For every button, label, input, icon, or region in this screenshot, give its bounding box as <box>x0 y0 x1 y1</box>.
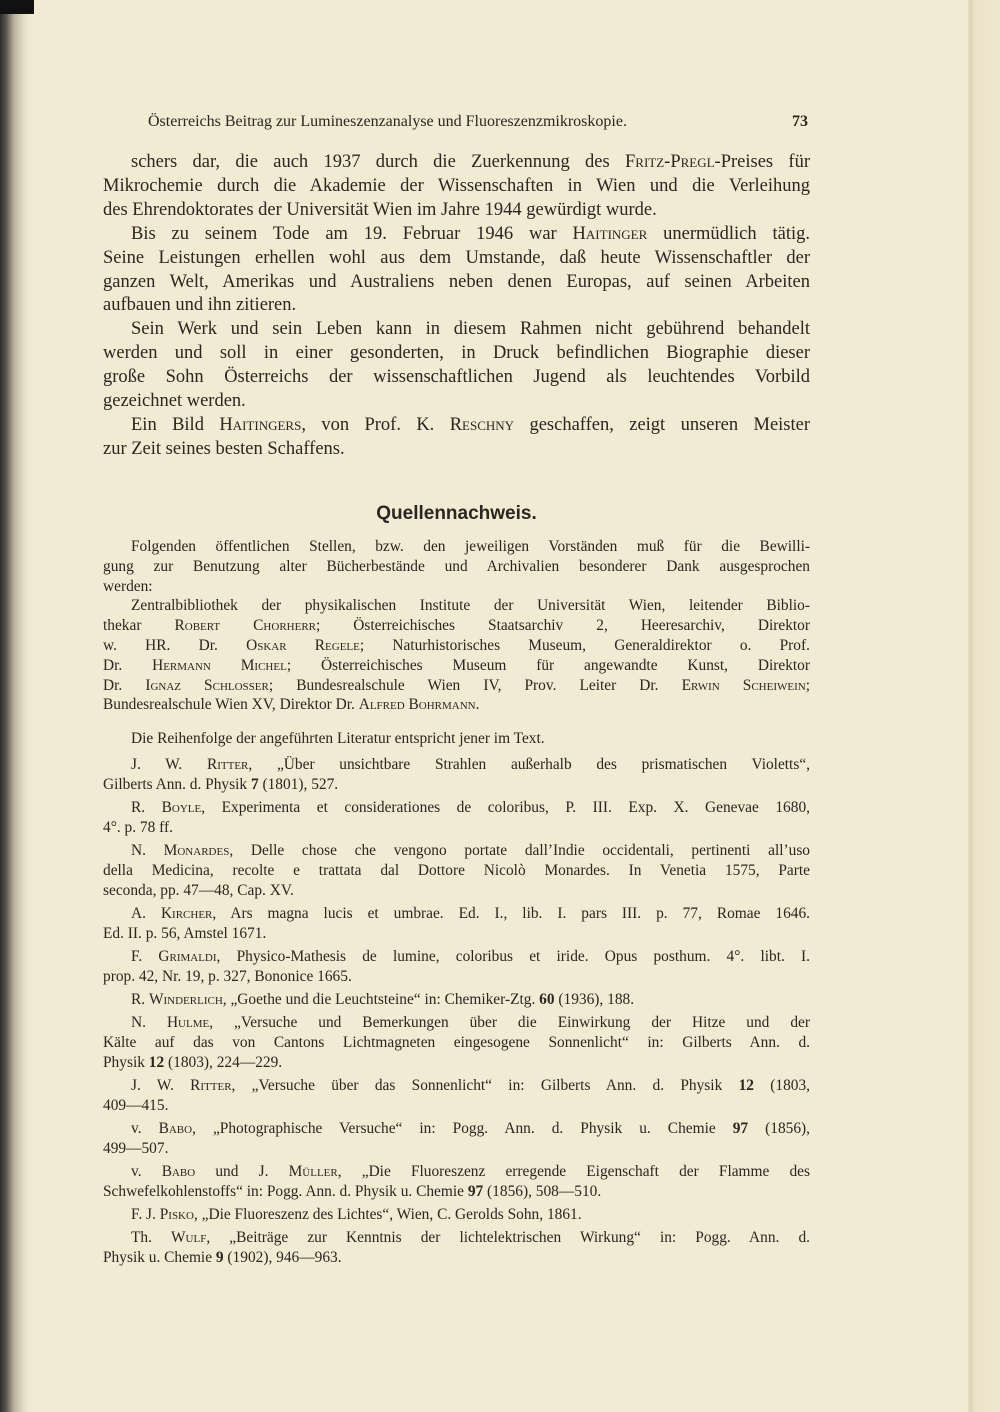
paragraph <box>103 223 810 319</box>
text-line <box>103 318 810 342</box>
text-line <box>103 775 810 795</box>
volume-number: 9 <box>215 1249 224 1266</box>
text-line <box>103 294 810 318</box>
author-name: Oskar Regele <box>246 636 360 654</box>
author-name: Erwin Scheiwein <box>681 676 806 694</box>
text-run: 409—415. <box>103 1097 169 1114</box>
reference-entry <box>103 990 810 1010</box>
text-run: , Physico-Mathesis de lumine, coloribus et iride. Opus posthum. 4°. libt. I. <box>216 948 810 965</box>
text-line <box>103 1139 810 1159</box>
text-run: F. J. <box>131 1206 160 1223</box>
text-run: , von Prof. K. <box>301 414 450 435</box>
author-name: Alfred Bohrmann <box>358 696 476 714</box>
page-number: 73 <box>792 113 808 130</box>
text-line <box>103 366 810 390</box>
text-run: (1801), 527. <box>258 776 339 793</box>
text-run: Sein Werk und sein Leben kann in diesem Rahmen nicht gebührend behandelt <box>131 319 810 340</box>
text-line <box>103 861 810 881</box>
text-run: A. <box>131 905 161 922</box>
author-name: Robert Chorherr <box>174 617 316 635</box>
text-line <box>103 175 810 199</box>
paragraph <box>103 318 810 414</box>
author-name: Monardes <box>163 842 230 859</box>
text-line <box>103 967 810 987</box>
text-run: ; <box>805 676 810 694</box>
text-run: N. <box>131 1014 167 1031</box>
text-line <box>103 616 810 636</box>
reference-entry <box>103 841 810 901</box>
text-run: zur Zeit seines besten Schaffens. <box>103 438 345 459</box>
author-name: Hulme <box>166 1014 210 1031</box>
text-run: , Experimenta et considerationes de coloribus, P. III. Exp. X. Genevae 1680, <box>201 799 810 816</box>
text-run: geschaffen, zeigt unseren Meister <box>514 414 811 435</box>
text-run: prop. 42, Nr. 19, p. 327, Bononice 1665. <box>103 968 352 985</box>
volume-number: 97 <box>732 1120 749 1137</box>
author-name: Haitinger <box>572 223 648 244</box>
author-name: Fritz-Pregl <box>624 152 715 172</box>
text-run: aufbauen und ihn zitieren. <box>103 295 297 316</box>
text-run: ; Österreichisches Museum für angewandte Kunst, Direktor <box>286 656 810 674</box>
text-line <box>103 676 810 696</box>
text-run: thekar <box>103 617 175 635</box>
text-line <box>103 818 810 838</box>
author-name: Reschny <box>449 414 515 435</box>
author-name: Grimaldi <box>158 948 217 965</box>
acknowledgements <box>103 537 810 715</box>
author-name: Ritter <box>190 1077 232 1094</box>
text-run: werden: <box>103 577 153 595</box>
text-run: Gilberts Ann. d. Physik <box>103 776 251 793</box>
book-gutter-shadow <box>0 0 30 1412</box>
text-line <box>103 596 810 616</box>
author-name: Kircher <box>160 905 213 922</box>
reference-entry <box>103 1228 810 1268</box>
text-run: Bis zu seinem Tode am 19. Februar 1946 war <box>131 223 573 244</box>
text-line <box>103 656 810 676</box>
text-run: (1856), 508—510. <box>483 1183 602 1200</box>
author-name: Haitingers <box>219 414 302 435</box>
text-line <box>103 199 810 223</box>
text-line <box>103 1119 810 1139</box>
text-line <box>103 1228 810 1248</box>
author-name: Babo <box>158 1120 193 1137</box>
text-run: . <box>475 696 480 714</box>
volume-number: 7 <box>250 776 259 793</box>
reference-entry <box>103 947 810 987</box>
text-line <box>103 414 810 438</box>
text-line <box>103 1162 810 1182</box>
text-run: v. <box>131 1163 162 1180</box>
text-run: , „Beiträge zur Kenntnis der lichtelektrischen Wirkung“ in: Pogg. Ann. d. <box>206 1229 810 1246</box>
text-line <box>103 636 810 656</box>
text-run: Physik <box>103 1054 149 1071</box>
text-line <box>103 695 810 715</box>
text-line <box>103 1205 810 1225</box>
text-run: J. W. <box>131 756 207 773</box>
text-run: Die Reihenfolge der angeführten Literatur entspricht jener im Text. <box>131 730 545 747</box>
text-run: Physik u. Chemie <box>103 1249 216 1266</box>
text-run: v. <box>131 1120 159 1137</box>
reference-entry <box>103 1205 810 1225</box>
text-run: seconda, pp. 47—48, Cap. XV. <box>103 882 294 899</box>
text-run: gung zur Benutzung alter Bücherbestände und Archivalien besonderer Dank ausgesprochen <box>103 557 810 575</box>
author-name: Müller <box>288 1163 338 1180</box>
text-run: Dr. <box>103 676 146 694</box>
author-name: Pisko <box>159 1206 194 1223</box>
volume-number: 12 <box>148 1054 165 1071</box>
text-line <box>103 1096 810 1116</box>
volume-number: 97 <box>467 1183 484 1200</box>
text-line <box>103 755 810 775</box>
author-name: Ignaz Schlosser <box>145 676 269 694</box>
text-run: R. <box>131 799 162 816</box>
text-line <box>103 904 810 924</box>
author-name: Hermann Michel <box>152 656 287 674</box>
text-run: F. <box>131 948 159 965</box>
text-run: , „Versuche über das Sonnenlicht“ in: Gilberts Ann. d. Physik <box>231 1077 739 1094</box>
text-run: (1803, <box>753 1077 810 1094</box>
running-title: Österreichs Beitrag zur Lumineszenzanalyse und Fluoreszenzmikroskopie. <box>148 113 627 130</box>
text-run: große Sohn Österreichs der wissenschaftlichen Jugend als leuchtendes Vorbild <box>103 367 810 388</box>
text-line <box>103 247 810 271</box>
text-run: J. W. <box>131 1077 191 1094</box>
text-run: N. <box>131 842 164 859</box>
text-run: Seine Leistungen erhellen wohl aus dem Umstande, daß heute Wissenschaftler der <box>103 247 810 268</box>
text-line <box>103 557 810 577</box>
paragraph <box>103 537 810 596</box>
text-run: ; Österreichisches Staatsarchiv 2, Heeresarchiv, Direktor <box>316 617 810 635</box>
text-run: schers dar, die auch 1937 durch die Zuerkennung des <box>131 152 625 172</box>
volume-number: 12 <box>738 1077 754 1094</box>
reference-entry <box>103 798 810 838</box>
reference-entry <box>103 1162 810 1202</box>
author-name: Boyle <box>161 799 202 816</box>
page-edge <box>968 0 1000 1412</box>
text-run: R. <box>131 991 149 1008</box>
text-run: des Ehrendoktorates der Universität Wien im Jahre 1944 gewürdigt wurde. <box>103 199 657 220</box>
body-text <box>103 151 810 462</box>
text-run: w. HR. Dr. <box>103 636 247 654</box>
text-run: unermüdlich tätig. <box>647 223 810 244</box>
text-run: Kälte auf das von Cantons Lichtmagneten eingesogene Sonnenlicht“ in: Gilberts Ann. d. <box>103 1034 810 1051</box>
reference-entry <box>103 1119 810 1159</box>
text-run: , Ars magna lucis et umbrae. Ed. I., lib. I. pars III. p. 77, Romae 1646. <box>212 905 811 922</box>
text-run: -Preises für <box>714 152 810 172</box>
text-run: Ed. II. p. 56, Amstel 1671. <box>103 925 267 942</box>
running-header <box>148 113 808 131</box>
text-line <box>103 990 810 1010</box>
text-run: Th. <box>131 1229 172 1246</box>
text-run: ganzen Welt, Amerikas und Australiens neben denen Europas, auf seinen Arbeiten <box>103 271 810 292</box>
section-heading: Quellennachweis. <box>376 503 537 524</box>
reference-list <box>103 729 810 1271</box>
text-line <box>103 1033 810 1053</box>
text-run: , „Versuche und Bemerkungen über die Einwirkung der Hitze und der <box>209 1014 810 1031</box>
paragraph <box>103 151 810 223</box>
text-line <box>103 1013 810 1033</box>
text-line <box>103 947 810 967</box>
text-run: , „Photographische Versuche“ in: Pogg. Ann. d. Physik u. Chemie <box>192 1120 733 1137</box>
text-line <box>103 1076 810 1096</box>
text-run: 4°. p. 78 ff. <box>103 819 173 836</box>
reference-entry <box>103 1076 810 1116</box>
text-run: Bundesrealschule Wien XV, Direktor Dr. <box>103 696 359 714</box>
reference-entry <box>103 755 810 795</box>
text-line <box>103 1053 810 1073</box>
text-line <box>103 223 810 247</box>
paragraph <box>103 596 810 715</box>
text-line <box>103 438 810 462</box>
text-run: ; Naturhistorisches Museum, Generaldirektor o. Prof. <box>359 636 810 654</box>
author-name: Babo <box>161 1163 196 1180</box>
text-line <box>103 342 810 366</box>
author-name: Winderlich <box>148 991 223 1008</box>
text-line <box>103 390 810 414</box>
text-line <box>103 577 810 597</box>
text-line <box>103 798 810 818</box>
paragraph <box>103 414 810 462</box>
text-line <box>103 881 810 901</box>
text-run: Dr. <box>103 656 153 674</box>
text-run: Zentralbibliothek der physikalischen Institute der Universität Wien, leitender Biblio- <box>131 597 810 615</box>
author-name: Wulf <box>171 1229 207 1246</box>
text-run: werden und soll in einer gesonderten, in Druck befindlichen Biographie dieser <box>103 343 810 364</box>
text-run: (1803), 224—229. <box>164 1054 283 1071</box>
text-run: della Medicina, recolte e trattata dal Dottore Nicolò Monardes. In Venetia 1575, Parte <box>103 862 810 879</box>
text-run: Ein Bild <box>131 414 220 435</box>
text-run: , „Goethe und die Leuchtsteine“ in: Chemiker-Ztg. <box>222 991 540 1008</box>
text-line <box>103 151 810 175</box>
reference-entry <box>103 1013 810 1073</box>
text-line <box>103 841 810 861</box>
text-run: (1902), 946—963. <box>223 1249 342 1266</box>
text-run: (1936), 188. <box>554 991 635 1008</box>
text-line <box>103 537 810 557</box>
text-line <box>103 1248 810 1268</box>
text-run: gezeichnet werden. <box>103 391 246 412</box>
reference-entry <box>103 904 810 944</box>
text-run: 499—507. <box>103 1140 169 1157</box>
text-run: ; Bundesrealschule Wien IV, Prov. Leiter Dr. <box>268 676 682 694</box>
reference-entry <box>103 729 810 749</box>
text-run: Folgenden öffentlichen Stellen, bzw. den jeweiligen Vorständen muß für die Bewilli- <box>131 538 810 555</box>
volume-number: 60 <box>539 991 555 1008</box>
text-run: (1856), <box>748 1120 811 1137</box>
text-line <box>103 729 810 749</box>
text-line <box>103 924 810 944</box>
text-run: und J. <box>195 1163 289 1180</box>
text-run: Schwefelkohlenstoffs“ in: Pogg. Ann. d. Physik u. Chemie <box>103 1183 468 1200</box>
text-run: , „Über unsichtbare Strahlen außerhalb des prismatischen Violetts“, <box>248 756 811 773</box>
text-run: , „Die Fluoreszenz des Lichtes“, Wien, C. Gerolds Sohn, 1861. <box>193 1206 582 1223</box>
scan-corner-mark <box>0 0 34 14</box>
text-run: Mikrochemie durch die Akademie der Wissenschaften in Wien und die Verleihung <box>103 175 810 196</box>
text-run: , „Die Fluoreszenz erregende Eigenschaft der Flamme des <box>337 1163 811 1180</box>
text-line <box>103 271 810 295</box>
author-name: Ritter <box>206 756 249 773</box>
text-line <box>103 1182 810 1202</box>
text-run: , Delle chose che vengono portate dall’Indie occidentali, pertinenti all’uso <box>229 842 810 859</box>
